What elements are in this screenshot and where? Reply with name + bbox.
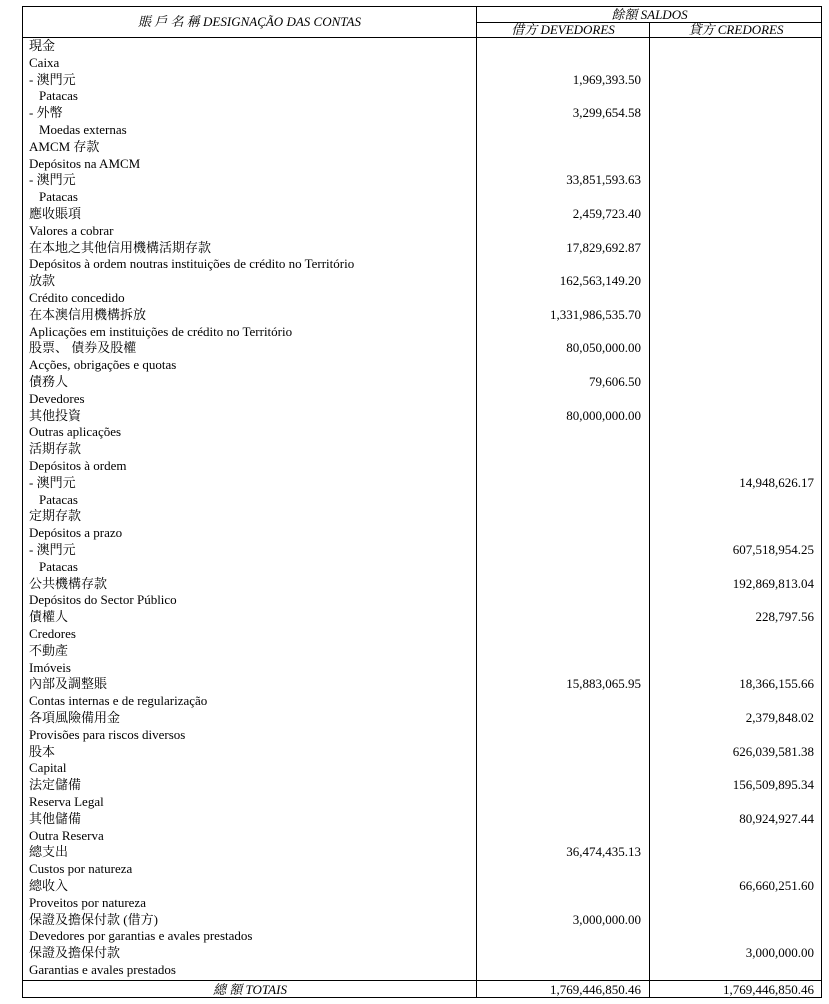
account-label: - 澳門元 bbox=[29, 474, 76, 490]
table-row bbox=[23, 222, 821, 239]
account-label: Patacas bbox=[39, 88, 78, 104]
account-label: - 澳門元 bbox=[29, 71, 76, 87]
table-row bbox=[23, 642, 821, 659]
credit-value: 156,509,895.34 bbox=[732, 777, 814, 793]
table-row bbox=[23, 524, 821, 541]
table-row bbox=[23, 894, 821, 911]
table-row bbox=[23, 71, 821, 88]
table-row bbox=[23, 692, 821, 709]
account-label: 保證及擔保付款 (借方) bbox=[29, 911, 158, 927]
table-row bbox=[23, 457, 821, 474]
table-row bbox=[23, 927, 821, 944]
debit-value: 1,969,393.50 bbox=[572, 71, 641, 87]
table-row bbox=[23, 726, 821, 743]
account-label: Crédito concedido bbox=[29, 290, 125, 305]
totals-credit: 1,769,446,850.46 bbox=[723, 982, 814, 997]
credit-value: 14,948,626.17 bbox=[739, 474, 814, 490]
table-row bbox=[23, 339, 821, 356]
account-label: Provisões para riscos diversos bbox=[29, 726, 186, 742]
debit-value: 80,050,000.00 bbox=[566, 340, 641, 356]
account-label: 股本 bbox=[29, 743, 56, 759]
table-row bbox=[23, 659, 821, 676]
debit-value: 3,000,000.00 bbox=[572, 911, 641, 927]
account-label: 不動產 bbox=[29, 642, 69, 658]
table-row bbox=[23, 440, 821, 457]
table-row bbox=[23, 591, 821, 608]
account-label: 法定儲備 bbox=[29, 777, 82, 793]
account-label: Patacas bbox=[39, 491, 78, 507]
table-row bbox=[23, 54, 821, 71]
account-label: 其他儲備 bbox=[29, 810, 82, 826]
debit-value: 1,331,986,535.70 bbox=[550, 306, 641, 322]
account-label: Patacas bbox=[39, 558, 78, 574]
account-label: Depósitos à ordem noutras instituições de crédito no Território bbox=[29, 256, 355, 272]
account-label: Moedas externas bbox=[39, 122, 127, 137]
debit-value: 15,883,065.95 bbox=[566, 676, 641, 692]
credit-value: 228,797.56 bbox=[755, 609, 814, 625]
account-label: 各項風險備用金 bbox=[29, 710, 121, 725]
table-row bbox=[23, 827, 821, 844]
totals-row bbox=[23, 981, 821, 998]
account-label: 在本地之其他信用機構活期存款 bbox=[29, 239, 212, 255]
debit-column-header: 借方 DEVEDORES bbox=[511, 22, 615, 37]
account-label: 總收入 bbox=[29, 878, 69, 893]
account-label: - 澳門元 bbox=[29, 542, 76, 557]
table-row bbox=[23, 121, 821, 138]
table-row bbox=[23, 37, 821, 54]
table-row bbox=[23, 507, 821, 524]
table-row bbox=[23, 205, 821, 222]
accounts-column-header: 賬 戶 名 稱 DESIGNAÇÃO DAS CONTAS bbox=[138, 14, 361, 29]
credit-value: 3,000,000.00 bbox=[745, 945, 814, 961]
table-row bbox=[23, 272, 821, 289]
table-row bbox=[23, 138, 821, 155]
credit-value: 66,660,251.60 bbox=[739, 878, 814, 893]
account-label: Outras aplicações bbox=[29, 424, 122, 440]
account-label: Depósitos do Sector Público bbox=[29, 592, 177, 608]
table-row bbox=[23, 373, 821, 390]
table-row bbox=[23, 877, 821, 894]
credit-value: 626,039,581.38 bbox=[732, 743, 814, 759]
account-label: 在本澳信用機構拆放 bbox=[29, 306, 147, 322]
table-row bbox=[23, 491, 821, 508]
table-row bbox=[23, 104, 821, 121]
table-row bbox=[23, 961, 821, 978]
table-row bbox=[23, 944, 821, 961]
account-label: 活期存款 bbox=[29, 441, 82, 457]
account-label: Outra Reserva bbox=[29, 827, 104, 843]
account-label: 放款 bbox=[29, 273, 56, 289]
table-row bbox=[23, 743, 821, 760]
account-label: 應收賬項 bbox=[29, 206, 82, 221]
account-label: Proveitos por natureza bbox=[29, 894, 146, 910]
table-row bbox=[23, 608, 821, 625]
account-label: 股票、 債券及股權 bbox=[29, 340, 137, 356]
credit-value: 192,869,813.04 bbox=[732, 575, 814, 591]
account-label: Caixa bbox=[29, 54, 60, 70]
debit-value: 162,563,149.20 bbox=[559, 273, 641, 289]
table-row bbox=[23, 860, 821, 877]
balance-sheet-table bbox=[22, 6, 822, 998]
table-row bbox=[23, 911, 821, 928]
table-row bbox=[23, 356, 821, 373]
account-label: AMCM 存款 bbox=[29, 138, 100, 154]
account-label: 其他投資 bbox=[29, 407, 82, 423]
table-row bbox=[23, 575, 821, 592]
table-row bbox=[23, 423, 821, 440]
account-label: - 外幣 bbox=[29, 105, 63, 121]
table-row bbox=[23, 776, 821, 793]
account-label: Custos por natureza bbox=[29, 861, 133, 877]
table-row bbox=[23, 323, 821, 340]
totals-label: 總 額 TOTAIS bbox=[213, 982, 287, 997]
saldos-header: 餘額 SALDOS bbox=[611, 7, 688, 22]
table-row bbox=[23, 171, 821, 188]
totals-debit: 1,769,446,850.46 bbox=[550, 982, 641, 997]
table-row bbox=[23, 289, 821, 306]
credit-column-header: 貸方 CREDORES bbox=[688, 22, 784, 37]
account-label: Devedores bbox=[29, 390, 85, 406]
account-label: Devedores por garantias e avales prestados bbox=[29, 928, 253, 944]
table-row bbox=[23, 625, 821, 642]
debit-value: 17,829,692.87 bbox=[566, 239, 641, 255]
account-label: 債務人 bbox=[29, 374, 69, 389]
account-label: 總支出 bbox=[29, 844, 69, 860]
debit-value: 36,474,435.13 bbox=[566, 844, 641, 860]
debit-value: 79,606.50 bbox=[589, 374, 641, 389]
credit-value: 18,366,155.66 bbox=[739, 676, 814, 692]
account-label: Capital bbox=[29, 760, 67, 776]
table-row bbox=[23, 474, 821, 491]
table-row bbox=[23, 541, 821, 558]
account-label: Depósitos a prazo bbox=[29, 525, 123, 541]
account-label: 定期存款 bbox=[29, 508, 82, 524]
account-label: 公共機構存款 bbox=[29, 575, 108, 591]
account-label: Depósitos à ordem bbox=[29, 458, 127, 473]
debit-value: 2,459,723.40 bbox=[572, 206, 641, 221]
table-row bbox=[23, 155, 821, 172]
table-row bbox=[23, 390, 821, 407]
table-row bbox=[23, 810, 821, 827]
table-row bbox=[23, 759, 821, 776]
table-row bbox=[23, 407, 821, 424]
table-row bbox=[23, 188, 821, 205]
credit-value: 607,518,954.25 bbox=[732, 542, 814, 557]
account-label: - 澳門元 bbox=[29, 172, 76, 188]
table-row bbox=[23, 239, 821, 256]
account-label: Depósitos na AMCM bbox=[29, 155, 141, 171]
account-label: Patacas bbox=[39, 189, 78, 205]
account-label: Contas internas e de regularização bbox=[29, 693, 208, 709]
account-label: 現金 bbox=[29, 38, 56, 53]
table-row bbox=[23, 306, 821, 323]
debit-value: 33,851,593.63 bbox=[566, 172, 641, 188]
table-row bbox=[23, 87, 821, 104]
account-label: 內部及調整賬 bbox=[29, 676, 108, 692]
table-row bbox=[23, 843, 821, 860]
account-label: Aplicações em instituições de crédito no Território bbox=[29, 323, 293, 339]
account-label: Imóveis bbox=[29, 659, 71, 675]
account-label: Acções, obrigações e quotas bbox=[29, 357, 177, 373]
debit-value: 80,000,000.00 bbox=[566, 407, 641, 423]
account-label: Credores bbox=[29, 626, 76, 641]
table-row bbox=[23, 709, 821, 726]
account-label: Garantias e avales prestados bbox=[29, 962, 176, 977]
account-label: 保證及擔保付款 bbox=[29, 945, 121, 961]
account-label: Valores a cobrar bbox=[29, 222, 114, 238]
debit-value: 3,299,654.58 bbox=[572, 105, 641, 121]
table-row bbox=[23, 558, 821, 575]
account-label: 債權人 bbox=[29, 609, 69, 625]
credit-value: 80,924,927.44 bbox=[739, 810, 814, 826]
table-row bbox=[23, 255, 821, 272]
account-label: Reserva Legal bbox=[29, 794, 104, 809]
table-row bbox=[23, 675, 821, 692]
credit-value: 2,379,848.02 bbox=[745, 710, 814, 725]
table-row bbox=[23, 793, 821, 810]
